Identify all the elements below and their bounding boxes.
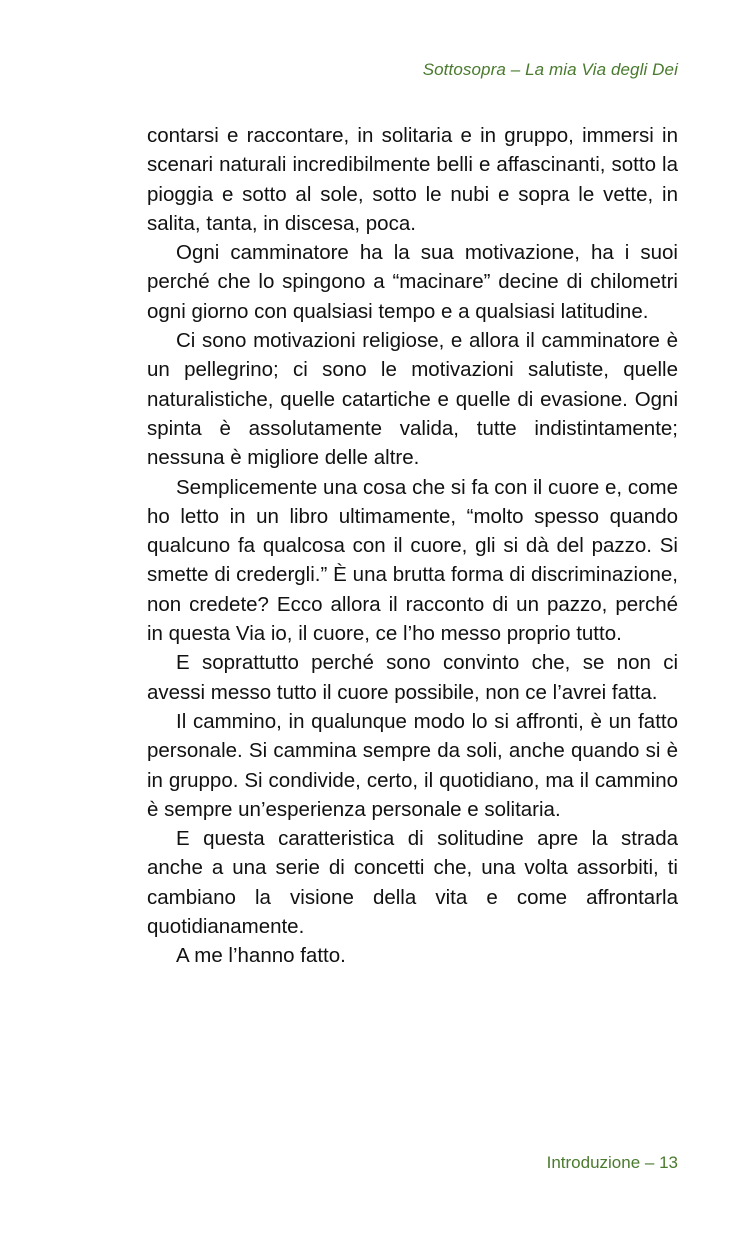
paragraph-5: E soprattutto perché sono convinto che, se non ci avessi messo tutto il cuore possibile, non ce l’avrei fatta. [147,651,678,704]
running-header-title: Sottosopra – La mia Via degli Dei [422,60,678,79]
paragraph-3: Ci sono motivazioni religiose, e allora il camminatore è un pellegrino; ci sono le motivazioni salutiste, quelle naturalistiche, quelle catartiche e quelle di evasione. Ogni spinta è assolutamente valida, tutte indistintamente; nessuna è migliore delle altre. [147,329,678,470]
paragraph-6: Il cammino, in qualunque modo lo si affronti, è un fatto personale. Si cammina sempre da soli, anche quando si è in gruppo. Si condivide, certo, il quotidiano, ma il cammino è sempre un’esperienza personale e solitaria. [147,709,678,821]
body-text [147,121,678,971]
paragraph-2: Ogni camminatore ha la sua motivazione, ha i suoi perché che lo spingono a “macinare” decine di chilometri ogni giorno con qualsiasi tempo e a qualsiasi latitudine. [147,241,678,323]
running-footer-page-number: Introduzione – 13 [546,1153,678,1172]
paragraph-8: A me l’hanno fatto. [176,944,346,968]
paragraph-1: contarsi e raccontare, in solitaria e in gruppo, immersi in scenari naturali incredibilmente belli e affascinanti, sotto la pioggia e sotto al sole, sotto le nubi e sopra le vette, in salita, tanta, in discesa, poca. [147,124,678,235]
paragraph-4: Semplicemente una cosa che si fa con il cuore e, come ho letto in un libro ultimamente, “molto spesso quando qualcuno fa qualcosa con il cuore, gli si dà del pazzo. Si smette di credergli.” È una brutta forma di discriminazione, non credete? Ecco allora il racconto di un pazzo, perché in questa Via io, il cuore, ce l’ho messo proprio tutto. [147,475,678,646]
paragraph-7: E questa caratteristica di solitudine apre la strada anche a una serie di concetti che, una volta assorbiti, ti cambiano la visione della vita e come affrontarla quotidianamente. [147,827,678,939]
